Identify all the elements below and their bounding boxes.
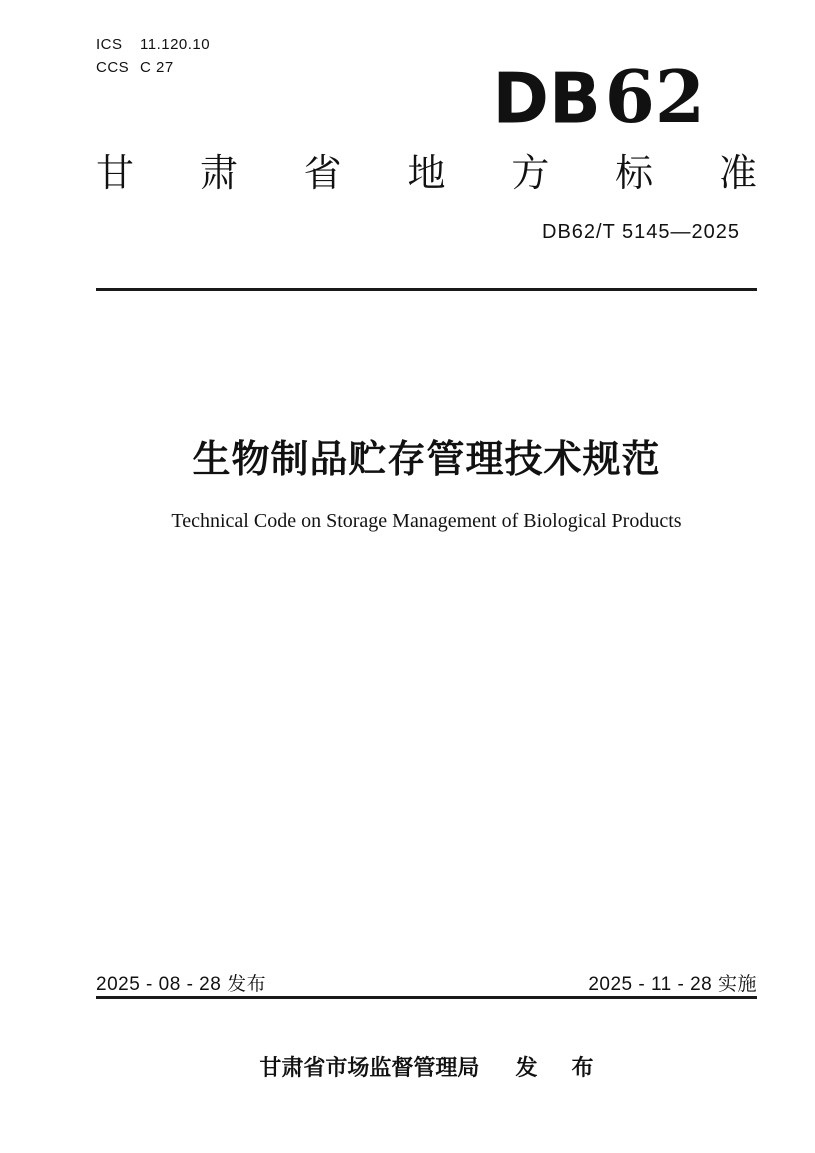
- standard-name-char: 准: [718, 153, 757, 195]
- ics-label: ICS: [96, 36, 123, 53]
- standard-name-char: 肃: [199, 153, 238, 195]
- ccs-line: [96, 56, 210, 79]
- standard-name: [96, 155, 757, 195]
- publisher-row: [96, 1051, 757, 1082]
- document-number: DB62/T 5145—2025: [542, 221, 740, 243]
- ccs-value: C 27: [140, 59, 174, 76]
- logo-number-text: 62: [604, 54, 705, 139]
- issue-date: 2025 - 08 - 28 发布: [96, 974, 267, 995]
- bottom-rule: [96, 996, 757, 999]
- publisher-name: 甘肃省市场监督管理局: [259, 1055, 480, 1080]
- standard-name-char: 地: [407, 153, 446, 195]
- date-row: [96, 969, 757, 996]
- title-chinese: 生物制品贮存管理技术规范: [192, 439, 661, 481]
- ics-ccs-block: [96, 33, 210, 79]
- logo-db-text: DB: [492, 59, 601, 140]
- ics-line: [96, 33, 210, 56]
- title-english: Technical Code on Storage Management of Biological Products: [171, 510, 682, 532]
- ics-value: 11.120.10: [140, 36, 211, 53]
- db62-logo: [492, 54, 705, 153]
- top-rule: [96, 288, 757, 291]
- implement-date: 2025 - 11 - 28 实施: [588, 974, 757, 995]
- standard-name-char: 甘: [96, 153, 135, 195]
- publish-label: 发 布: [515, 1055, 608, 1080]
- standard-name-char: 方: [511, 153, 550, 195]
- standard-name-char: 省: [303, 153, 342, 195]
- ccs-label: CCS: [96, 59, 130, 76]
- standard-name-char: 标: [615, 153, 654, 195]
